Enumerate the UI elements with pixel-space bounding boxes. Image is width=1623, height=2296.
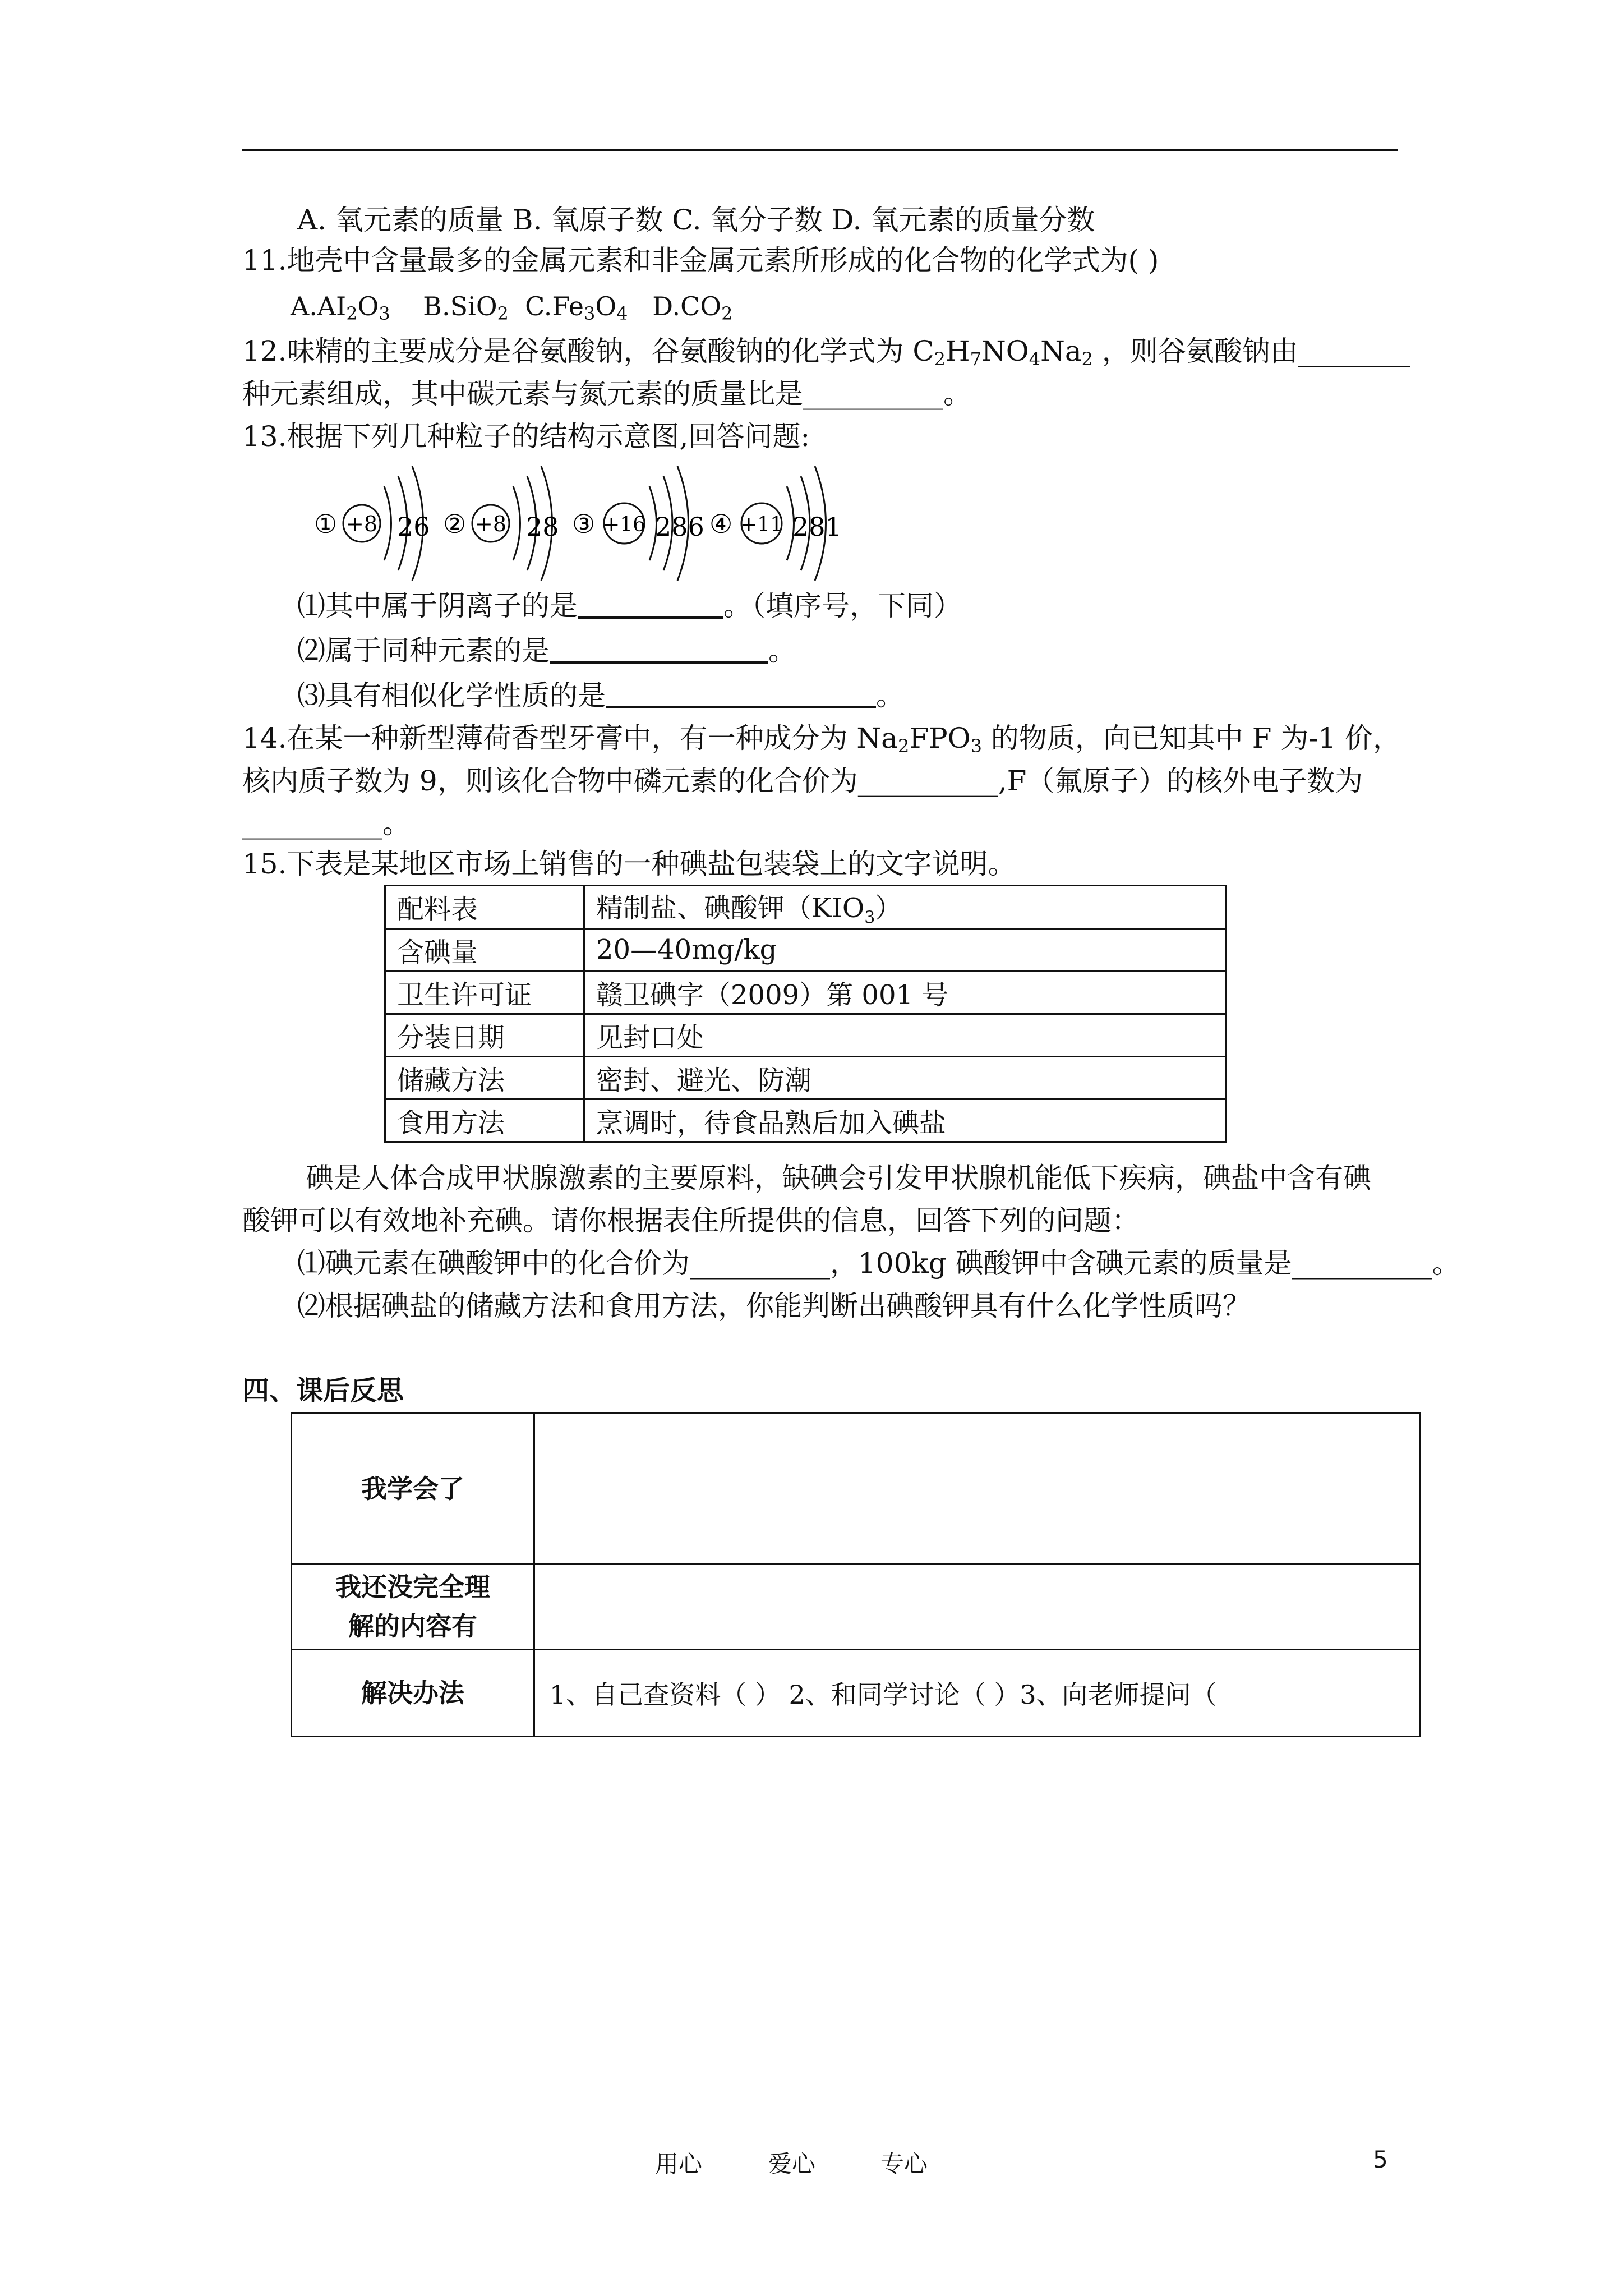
table-key: 食用方法	[385, 1099, 584, 1142]
particle-1-nucleus: +8	[345, 512, 378, 536]
particle-4-nucleus: +11	[740, 513, 783, 536]
q15-sub2: ⑵根据碘盐的储藏方法和食用方法，你能判断出碘酸钾具有什么化学性质吗？	[297, 1290, 1251, 1322]
q13-sub3: ⑶具有相似化学性质的是 。	[297, 679, 904, 712]
q12-line2: 种元素组成，其中碳元素与氮元素的质量比是__________。	[242, 378, 971, 410]
atomic-structure-diagram	[314, 457, 920, 592]
particle-3-shells: 286	[655, 512, 704, 542]
q13-sub1: ⑴其中属于阴离子的是 。（填序号，下同）	[297, 590, 962, 622]
particle-3	[572, 466, 704, 581]
table-row	[385, 928, 1227, 971]
q11-options: $A.AI_2O_3$ B.SiO$_2$ $C.Fe_3O_4$ $D.CO_2$	[291, 291, 733, 324]
q12-line1: 12.味精的主要成分是谷氨酸钠，谷氨酸钠的化学式为 $C_2H_7NO_4Na_2$ ，则谷氨酸钠由________	[242, 335, 1410, 370]
table-row	[385, 971, 1227, 1014]
iodized-salt-label-table	[384, 885, 1227, 1143]
table-value: 烹调时，待食品熟后加入碘盐	[584, 1099, 1227, 1142]
table-row	[292, 1650, 1421, 1737]
table-value: 精制盐、碘酸钾$(KIO_3)$	[584, 886, 1227, 929]
particle-4-shells: 281	[792, 512, 842, 542]
table-value: 密封、避光、防潮	[584, 1056, 1227, 1099]
table-key: 含碘量	[385, 928, 584, 971]
footer-motto-1: 用心	[655, 2150, 703, 2178]
particle-4-mark: ④	[709, 509, 733, 539]
particle-4	[709, 466, 842, 581]
table-row	[292, 1414, 1421, 1564]
learned-input-cell[interactable]	[534, 1414, 1421, 1564]
particle-3-mark: ③	[572, 509, 596, 539]
table-value: 20—40mg/kg	[584, 928, 1227, 971]
reflection-table	[291, 1412, 1421, 1737]
particle-2-mark: ②	[443, 509, 467, 539]
table-key: 卫生许可证	[385, 971, 584, 1014]
q11-stem: 11.地壳中含量最多的金属元素和非金属元素所形成的化合物的化学式为( )	[242, 244, 1159, 277]
q15-sub1: ⑴碘元素在碘酸钾中的化合价为__________，100kg 碘酸钾中含碘元素的质量是__________。	[297, 1247, 1460, 1280]
particle-2-shells: 28	[526, 512, 559, 542]
particle-1-mark: ①	[314, 509, 338, 539]
table-row	[385, 1014, 1227, 1056]
section-title: 四、课后反思	[242, 1375, 404, 1406]
table-value: 赣卫碘字（2009）第 001 号	[584, 971, 1227, 1014]
q15-para1: 碘是人体合成甲状腺激素的主要原料，缺碘会引发甲状腺机能低下疾病，碘盐中含有碘	[306, 1162, 1371, 1194]
table-key: 储藏方法	[385, 1056, 584, 1099]
q10-options: A. 氧元素的质量 B. 氧原子数 C. 氧分子数 D. 氧元素的质量分数	[297, 204, 1095, 236]
solution-options: 1、自己查资料（ ） 2、和同学讨论（ ）3、向老师提问（	[534, 1650, 1421, 1737]
table-value: 见封口处	[584, 1014, 1227, 1056]
q14-line1: 14.在某一种新型薄荷香型牙膏中，有一种成分为 $Na_2FPO_3$ 的物质，向已知其中 F 为-1 价，	[242, 722, 1401, 757]
table-key: 分装日期	[385, 1014, 584, 1056]
footer-motto-2: 爱心	[768, 2150, 816, 2178]
row-heading: 解决办法	[292, 1650, 534, 1737]
particle-2-nucleus: +8	[474, 512, 507, 536]
table-row	[385, 886, 1227, 929]
table-row	[292, 1564, 1421, 1650]
particle-1	[314, 466, 430, 581]
q13-stem: 13.根据下列几种粒子的结构示意图,回答问题:	[242, 420, 810, 453]
table-key: 配料表	[385, 886, 584, 929]
table-row	[385, 1056, 1227, 1099]
row-heading: 我还没完全理 解的内容有	[292, 1564, 534, 1650]
q15-para2: 酸钾可以有效地补充碘。请你根据表住所提供的信息，回答下列的问题：	[242, 1204, 1140, 1237]
table-row	[385, 1099, 1227, 1142]
not-understood-input-cell[interactable]	[534, 1564, 1421, 1650]
q14-line3: __________。	[242, 807, 411, 840]
particle-1-shells: 26	[397, 512, 430, 542]
header-rule	[242, 149, 1398, 151]
q13-sub2: ⑵属于同种元素的是 。	[297, 634, 796, 667]
q14-line2: 核内质子数为 9，则该化合物中磷元素的化合价为__________,F（氟原子）的核外电子数为	[242, 765, 1363, 797]
footer-motto-3: 专心	[880, 2150, 928, 2178]
row-heading: 我学会了	[292, 1414, 534, 1564]
particle-2	[443, 466, 559, 581]
particle-3-nucleus: +16	[603, 513, 645, 536]
page-number: 5	[1373, 2146, 1388, 2173]
q15-stem: 15.下表是某地区市场上销售的一种碘盐包装袋上的文字说明。	[242, 848, 1016, 880]
